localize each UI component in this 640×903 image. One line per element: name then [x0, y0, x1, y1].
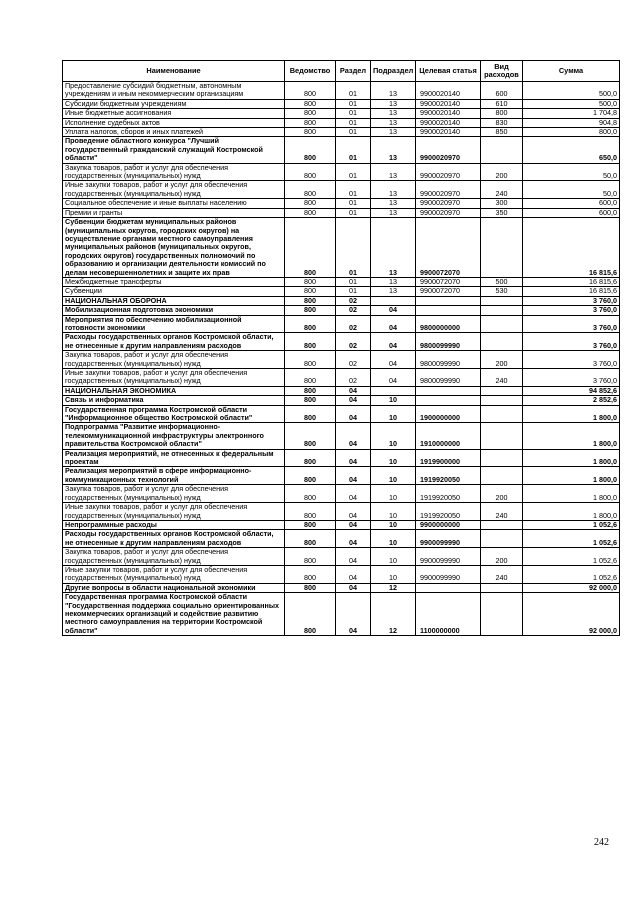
table-row — [63, 423, 620, 449]
cell-subsection: 13 — [371, 181, 416, 199]
cell-sum: 1 800,0 — [523, 503, 620, 521]
cell-dept: 800 — [285, 396, 336, 405]
cell-section: 04 — [336, 520, 371, 529]
cell-sum: 16 815,6 — [523, 287, 620, 296]
cell-dept: 800 — [285, 199, 336, 208]
cell-exptype — [481, 593, 523, 636]
header-sum: Сумма — [523, 61, 620, 82]
cell-dept: 800 — [285, 351, 336, 369]
cell-subsection: 13 — [371, 118, 416, 127]
cell-section: 02 — [336, 351, 371, 369]
cell-target: 9800000000 — [416, 315, 481, 333]
cell-target: 1900000000 — [416, 405, 481, 423]
cell-sum: 16 815,6 — [523, 277, 620, 286]
cell-sum: 1 052,6 — [523, 548, 620, 566]
cell-dept: 800 — [285, 583, 336, 592]
table-row — [63, 593, 620, 636]
cell-exptype — [481, 449, 523, 467]
cell-dept: 800 — [285, 530, 336, 548]
cell-dept: 800 — [285, 137, 336, 163]
cell-sum: 50,0 — [523, 163, 620, 181]
cell-dept: 800 — [285, 277, 336, 286]
cell-exptype — [481, 137, 523, 163]
cell-subsection: 13 — [371, 277, 416, 286]
cell-section: 04 — [336, 503, 371, 521]
cell-section: 04 — [336, 548, 371, 566]
table-body — [63, 82, 620, 636]
cell-target: 9900020970 — [416, 199, 481, 208]
cell-sum: 904,8 — [523, 118, 620, 127]
cell-target: 9900099990 — [416, 530, 481, 548]
cell-name: Непрограммные расходы — [63, 520, 285, 529]
cell-exptype — [481, 583, 523, 592]
cell-subsection: 13 — [371, 137, 416, 163]
cell-section: 04 — [336, 467, 371, 485]
cell-section: 04 — [336, 396, 371, 405]
table-row — [63, 118, 620, 127]
cell-target: 1919900000 — [416, 449, 481, 467]
table-row — [63, 181, 620, 199]
cell-exptype — [481, 306, 523, 315]
cell-exptype — [481, 520, 523, 529]
cell-name: Другие вопросы в области национальной экономики — [63, 583, 285, 592]
table-row — [63, 333, 620, 351]
cell-name: Связь и информатика — [63, 396, 285, 405]
cell-name: Мероприятия по обеспечению мобилизационной готовности экономики — [63, 315, 285, 333]
cell-dept: 800 — [285, 467, 336, 485]
cell-exptype: 530 — [481, 287, 523, 296]
cell-dept: 800 — [285, 548, 336, 566]
cell-sum: 1 800,0 — [523, 423, 620, 449]
cell-name: Государственная программа Костромской области "Информационное общество Костромской области" — [63, 405, 285, 423]
cell-exptype — [481, 386, 523, 395]
table-row — [63, 520, 620, 529]
cell-target: 1919920050 — [416, 503, 481, 521]
cell-section: 04 — [336, 530, 371, 548]
cell-subsection: 13 — [371, 199, 416, 208]
cell-name: Субвенции бюджетам муниципальных районов (муниципальных округов, городских округов) на осуществление органами местного самоуправления муниципальных районов (муниципальных округов, городских округов) государственных полномочий по образованию и организации деятельности комиссий по делам несовершеннолетних и защите их прав — [63, 218, 285, 278]
cell-target — [416, 306, 481, 315]
cell-dept: 800 — [285, 333, 336, 351]
cell-dept: 800 — [285, 369, 336, 387]
cell-subsection: 13 — [371, 218, 416, 278]
cell-dept: 800 — [285, 565, 336, 583]
cell-sum: 3 760,0 — [523, 296, 620, 305]
cell-subsection: 10 — [371, 396, 416, 405]
cell-target — [416, 583, 481, 592]
cell-target: 9900000000 — [416, 520, 481, 529]
cell-section: 01 — [336, 277, 371, 286]
cell-subsection: 10 — [371, 520, 416, 529]
cell-subsection: 13 — [371, 163, 416, 181]
cell-section: 04 — [336, 405, 371, 423]
page-number: 242 — [594, 837, 609, 848]
cell-target: 9800099990 — [416, 369, 481, 387]
cell-section: 04 — [336, 423, 371, 449]
cell-sum: 2 852,6 — [523, 396, 620, 405]
cell-target: 1910000000 — [416, 423, 481, 449]
cell-name: Премии и гранты — [63, 208, 285, 217]
cell-subsection: 04 — [371, 369, 416, 387]
cell-exptype: 500 — [481, 277, 523, 286]
cell-dept: 800 — [285, 118, 336, 127]
cell-subsection: 10 — [371, 565, 416, 583]
cell-section: 04 — [336, 583, 371, 592]
cell-target: 9900020970 — [416, 181, 481, 199]
cell-target: 9900020140 — [416, 109, 481, 118]
cell-exptype — [481, 218, 523, 278]
budget-table — [62, 60, 620, 636]
table-row — [63, 163, 620, 181]
cell-name: Субвенции — [63, 287, 285, 296]
cell-dept: 800 — [285, 82, 336, 100]
cell-exptype: 200 — [481, 351, 523, 369]
table-row — [63, 137, 620, 163]
cell-section: 01 — [336, 99, 371, 108]
header-target: Целевая статья — [416, 61, 481, 82]
cell-sum: 500,0 — [523, 82, 620, 100]
cell-subsection: 10 — [371, 503, 416, 521]
cell-target: 9900072070 — [416, 218, 481, 278]
cell-exptype: 830 — [481, 118, 523, 127]
table-row — [63, 503, 620, 521]
cell-subsection: 04 — [371, 306, 416, 315]
cell-section: 04 — [336, 565, 371, 583]
cell-target: 9800099990 — [416, 333, 481, 351]
cell-name: Предоставление субсидий бюджетным, автономным учреждениям и иным некоммерческим организациям — [63, 82, 285, 100]
cell-dept: 800 — [285, 128, 336, 137]
header-section: Раздел — [336, 61, 371, 82]
cell-dept: 800 — [285, 315, 336, 333]
cell-name: НАЦИОНАЛЬНАЯ ОБОРОНА — [63, 296, 285, 305]
cell-section: 01 — [336, 287, 371, 296]
cell-target: 9900020140 — [416, 82, 481, 100]
cell-section: 02 — [336, 306, 371, 315]
cell-name: Закупка товаров, работ и услуг для обеспечения государственных (муниципальных) нужд — [63, 163, 285, 181]
header-row — [63, 61, 620, 82]
cell-section: 01 — [336, 208, 371, 217]
cell-dept: 800 — [285, 163, 336, 181]
cell-name: Мобилизационная подготовка экономики — [63, 306, 285, 315]
cell-dept: 800 — [285, 99, 336, 108]
cell-name: Расходы государственных органов Костромской области, не отнесенные к другим направлениям расходов — [63, 530, 285, 548]
cell-target: 9900020140 — [416, 118, 481, 127]
cell-subsection: 13 — [371, 287, 416, 296]
cell-exptype: 800 — [481, 109, 523, 118]
table-row — [63, 351, 620, 369]
cell-exptype: 610 — [481, 99, 523, 108]
cell-sum: 3 760,0 — [523, 369, 620, 387]
table-row — [63, 315, 620, 333]
cell-exptype: 850 — [481, 128, 523, 137]
table-row — [63, 296, 620, 305]
cell-subsection — [371, 386, 416, 395]
table-row — [63, 82, 620, 100]
cell-exptype — [481, 423, 523, 449]
cell-sum: 1 800,0 — [523, 485, 620, 503]
cell-sum: 1 704,8 — [523, 109, 620, 118]
cell-name: Реализация мероприятий, не отнесенных к федеральным проектам — [63, 449, 285, 467]
cell-exptype — [481, 396, 523, 405]
cell-target: 9900020140 — [416, 128, 481, 137]
cell-exptype: 300 — [481, 199, 523, 208]
cell-exptype — [481, 530, 523, 548]
cell-exptype — [481, 333, 523, 351]
cell-name: Государственная программа Костромской области "Государственная поддержка социально ориентированных некоммерческих организаций и содействие развитию местного самоуправления на территории Костромской области" — [63, 593, 285, 636]
cell-dept: 800 — [285, 503, 336, 521]
cell-exptype: 600 — [481, 82, 523, 100]
cell-section: 04 — [336, 593, 371, 636]
cell-target: 9800099990 — [416, 351, 481, 369]
table-row — [63, 306, 620, 315]
cell-sum: 94 852,6 — [523, 386, 620, 395]
table-row — [63, 396, 620, 405]
table-row — [63, 369, 620, 387]
cell-name: Уплата налогов, сборов и иных платежей — [63, 128, 285, 137]
cell-section: 01 — [336, 82, 371, 100]
cell-dept: 800 — [285, 306, 336, 315]
cell-sum: 1 800,0 — [523, 405, 620, 423]
cell-dept: 800 — [285, 287, 336, 296]
cell-sum: 92 000,0 — [523, 583, 620, 592]
cell-subsection: 04 — [371, 333, 416, 351]
table-row — [63, 386, 620, 395]
cell-dept: 800 — [285, 109, 336, 118]
header-subsection: Подраздел — [371, 61, 416, 82]
cell-dept: 800 — [285, 208, 336, 217]
cell-subsection: 12 — [371, 593, 416, 636]
cell-sum: 1 800,0 — [523, 467, 620, 485]
header-name: Наименование — [63, 61, 285, 82]
cell-target: 9900099990 — [416, 565, 481, 583]
cell-dept: 800 — [285, 485, 336, 503]
cell-target: 9900020970 — [416, 208, 481, 217]
cell-exptype: 240 — [481, 181, 523, 199]
table-row — [63, 405, 620, 423]
cell-exptype — [481, 296, 523, 305]
cell-dept: 800 — [285, 218, 336, 278]
table-row — [63, 583, 620, 592]
cell-sum: 16 815,6 — [523, 218, 620, 278]
table-row — [63, 218, 620, 278]
cell-target — [416, 386, 481, 395]
cell-dept: 800 — [285, 449, 336, 467]
cell-section: 01 — [336, 128, 371, 137]
cell-exptype — [481, 467, 523, 485]
cell-name: Закупка товаров, работ и услуг для обеспечения государственных (муниципальных) нужд — [63, 485, 285, 503]
cell-target: 9900020970 — [416, 163, 481, 181]
cell-dept: 800 — [285, 296, 336, 305]
header-exptype: Вид расходов — [481, 61, 523, 82]
cell-sum: 600,0 — [523, 208, 620, 217]
cell-subsection — [371, 296, 416, 305]
cell-subsection: 10 — [371, 467, 416, 485]
cell-dept: 800 — [285, 593, 336, 636]
cell-section: 02 — [336, 296, 371, 305]
cell-subsection: 13 — [371, 99, 416, 108]
cell-target: 1919920050 — [416, 467, 481, 485]
cell-target: 9900072070 — [416, 287, 481, 296]
cell-subsection: 13 — [371, 109, 416, 118]
table-row — [63, 199, 620, 208]
cell-exptype — [481, 315, 523, 333]
cell-target — [416, 396, 481, 405]
cell-dept: 800 — [285, 423, 336, 449]
cell-name: Подпрограмма "Развитие информационно-телекоммуникационной инфраструктуры электронного правительства Костромской области" — [63, 423, 285, 449]
cell-subsection: 10 — [371, 548, 416, 566]
cell-section: 01 — [336, 118, 371, 127]
cell-target: 9900072070 — [416, 277, 481, 286]
cell-name: Иные закупки товаров, работ и услуг для обеспечения государственных (муниципальных) нужд — [63, 369, 285, 387]
table-row — [63, 208, 620, 217]
cell-subsection: 04 — [371, 351, 416, 369]
cell-dept: 800 — [285, 386, 336, 395]
cell-subsection: 10 — [371, 485, 416, 503]
cell-name: Иные закупки товаров, работ и услуг для обеспечения государственных (муниципальных) нужд — [63, 565, 285, 583]
cell-name: Межбюджетные трансферты — [63, 277, 285, 286]
cell-name: Иные закупки товаров, работ и услуг для обеспечения государственных (муниципальных) нужд — [63, 503, 285, 521]
cell-subsection: 13 — [371, 208, 416, 217]
cell-section: 01 — [336, 181, 371, 199]
header-dept: Ведомство — [285, 61, 336, 82]
cell-subsection: 04 — [371, 315, 416, 333]
table-row — [63, 530, 620, 548]
cell-name: Закупка товаров, работ и услуг для обеспечения государственных (муниципальных) нужд — [63, 351, 285, 369]
cell-target: 9900020970 — [416, 137, 481, 163]
cell-target: 1100000000 — [416, 593, 481, 636]
cell-dept: 800 — [285, 181, 336, 199]
cell-section: 04 — [336, 386, 371, 395]
cell-dept: 800 — [285, 405, 336, 423]
cell-name: Закупка товаров, работ и услуг для обеспечения государственных (муниципальных) нужд — [63, 548, 285, 566]
table-row — [63, 548, 620, 566]
cell-exptype: 200 — [481, 163, 523, 181]
cell-sum: 92 000,0 — [523, 593, 620, 636]
cell-exptype: 200 — [481, 485, 523, 503]
cell-sum: 3 760,0 — [523, 315, 620, 333]
cell-dept: 800 — [285, 520, 336, 529]
cell-sum: 1 800,0 — [523, 449, 620, 467]
cell-section: 04 — [336, 449, 371, 467]
cell-sum: 500,0 — [523, 99, 620, 108]
cell-sum: 3 760,0 — [523, 306, 620, 315]
cell-sum: 1 052,6 — [523, 565, 620, 583]
table-row — [63, 99, 620, 108]
cell-section: 01 — [336, 199, 371, 208]
cell-exptype: 240 — [481, 565, 523, 583]
cell-sum: 50,0 — [523, 181, 620, 199]
cell-subsection: 10 — [371, 530, 416, 548]
cell-section: 02 — [336, 369, 371, 387]
cell-section: 02 — [336, 315, 371, 333]
table-row — [63, 128, 620, 137]
cell-target: 1919920050 — [416, 485, 481, 503]
cell-sum: 3 760,0 — [523, 333, 620, 351]
cell-name: Субсидии бюджетным учреждениям — [63, 99, 285, 108]
cell-name: Иные закупки товаров, работ и услуг для обеспечения государственных (муниципальных) нужд — [63, 181, 285, 199]
cell-exptype: 200 — [481, 548, 523, 566]
table-row — [63, 565, 620, 583]
cell-subsection: 10 — [371, 405, 416, 423]
table-row — [63, 287, 620, 296]
cell-section: 01 — [336, 137, 371, 163]
cell-name: Социальное обеспечение и иные выплаты населению — [63, 199, 285, 208]
cell-subsection: 12 — [371, 583, 416, 592]
cell-subsection: 10 — [371, 449, 416, 467]
cell-section: 02 — [336, 333, 371, 351]
cell-name: Исполнение судебных актов — [63, 118, 285, 127]
cell-name: Реализация мероприятий в сфере информационно-коммуникационных технологий — [63, 467, 285, 485]
cell-target — [416, 296, 481, 305]
table-row — [63, 485, 620, 503]
cell-exptype: 240 — [481, 503, 523, 521]
cell-exptype: 240 — [481, 369, 523, 387]
table-row — [63, 467, 620, 485]
cell-sum: 1 052,6 — [523, 520, 620, 529]
cell-target: 9900099990 — [416, 548, 481, 566]
cell-subsection: 13 — [371, 82, 416, 100]
table-row — [63, 109, 620, 118]
cell-name: Расходы государственных органов Костромской области, не отнесенные к другим направлениям расходов — [63, 333, 285, 351]
table-row — [63, 449, 620, 467]
cell-name: Иные бюджетные ассигнования — [63, 109, 285, 118]
cell-section: 04 — [336, 485, 371, 503]
cell-exptype — [481, 405, 523, 423]
cell-section: 01 — [336, 109, 371, 118]
cell-subsection: 10 — [371, 423, 416, 449]
cell-name: Проведение областного конкурса "Лучший государственный гражданский служащий Костромской области" — [63, 137, 285, 163]
cell-sum: 3 760,0 — [523, 351, 620, 369]
cell-sum: 600,0 — [523, 199, 620, 208]
cell-target: 9900020140 — [416, 99, 481, 108]
cell-exptype: 350 — [481, 208, 523, 217]
cell-sum: 1 052,6 — [523, 530, 620, 548]
table-row — [63, 277, 620, 286]
cell-sum: 800,0 — [523, 128, 620, 137]
cell-section: 01 — [336, 163, 371, 181]
cell-section: 01 — [336, 218, 371, 278]
cell-name: НАЦИОНАЛЬНАЯ ЭКОНОМИКА — [63, 386, 285, 395]
cell-sum: 650,0 — [523, 137, 620, 163]
cell-subsection: 13 — [371, 128, 416, 137]
